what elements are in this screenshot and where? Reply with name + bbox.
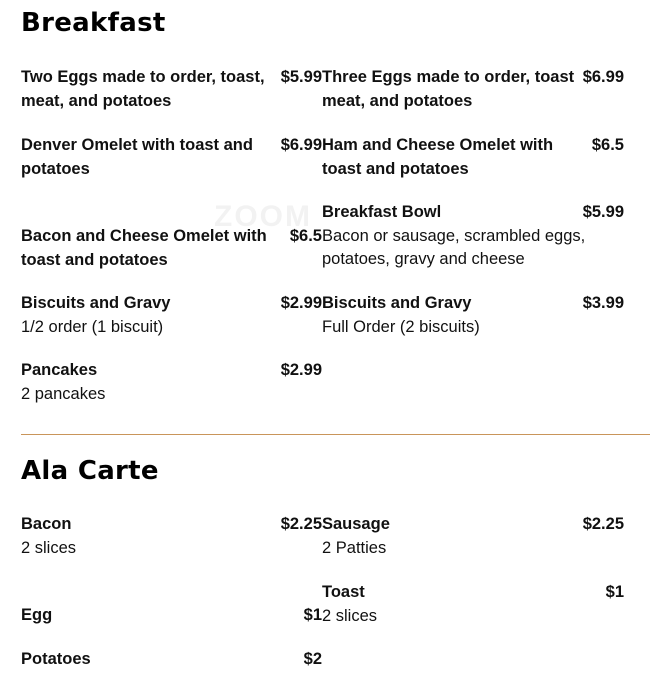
item-price: $6.99 — [582, 68, 624, 86]
section-title-ala-carte: Ala Carte — [21, 456, 159, 486]
item-price: $1 — [303, 606, 322, 624]
item-name: Pancakes — [21, 361, 98, 379]
item-description: 1/2 order (1 biscuit) — [21, 317, 164, 336]
item-description: 2 slices — [21, 538, 77, 557]
item-price: $5.99 — [280, 68, 322, 86]
menu-item — [21, 513, 271, 560]
item-name: Breakfast Bowl — [322, 203, 442, 221]
item-name: Bacon and Cheese Omelet with toast and potatoes — [21, 227, 267, 269]
item-price: $2.99 — [280, 361, 322, 379]
item-price: $6.5 — [591, 136, 624, 154]
item-price: $2.25 — [280, 515, 322, 533]
item-price: $2.99 — [280, 294, 322, 312]
menu-item — [21, 604, 271, 628]
item-price: $5.99 — [582, 203, 624, 221]
menu-item — [21, 225, 286, 272]
item-name: Biscuits and Gravy — [21, 294, 171, 312]
menu-item — [322, 201, 602, 272]
item-price: $6.99 — [280, 136, 322, 154]
section-divider — [21, 434, 650, 435]
item-price: $2.25 — [582, 515, 624, 533]
item-name: Bacon — [21, 515, 72, 533]
item-name: Potatoes — [21, 650, 91, 668]
item-name: Three Eggs made to order, toast meat, and potatoes — [322, 68, 575, 110]
menu-item — [21, 648, 271, 672]
item-name: Sausage — [322, 515, 390, 533]
item-name: Denver Omelet with toast and potatoes — [21, 136, 253, 178]
menu-item — [322, 66, 582, 113]
watermark: ZOOM — [214, 200, 312, 233]
item-price: $6.5 — [289, 227, 322, 245]
item-description: 2 pancakes — [21, 384, 106, 403]
menu-item — [322, 513, 572, 560]
menu-item — [322, 292, 582, 339]
menu-item — [322, 134, 572, 181]
item-description: Full Order (2 biscuits) — [322, 317, 480, 336]
item-description: 2 Patties — [322, 538, 387, 557]
item-name: Two Eggs made to order, toast, meat, and potatoes — [21, 68, 265, 110]
item-description: 2 slices — [322, 606, 378, 625]
section-title-breakfast: Breakfast — [21, 8, 166, 38]
menu-item — [322, 581, 572, 628]
menu-item — [21, 292, 279, 339]
menu-item — [21, 66, 279, 113]
item-price: $3.99 — [582, 294, 624, 312]
item-description: Bacon or sausage, scrambled eggs, potatoes, gravy and cheese — [322, 226, 586, 268]
menu-item — [21, 359, 279, 406]
item-price: $1 — [605, 583, 624, 601]
item-name: Egg — [21, 606, 53, 624]
menu-item — [21, 134, 279, 181]
item-name: Biscuits and Gravy — [322, 294, 472, 312]
item-name: Toast — [322, 583, 365, 601]
item-name: Ham and Cheese Omelet with toast and potatoes — [322, 136, 554, 178]
item-price: $2 — [303, 650, 322, 668]
